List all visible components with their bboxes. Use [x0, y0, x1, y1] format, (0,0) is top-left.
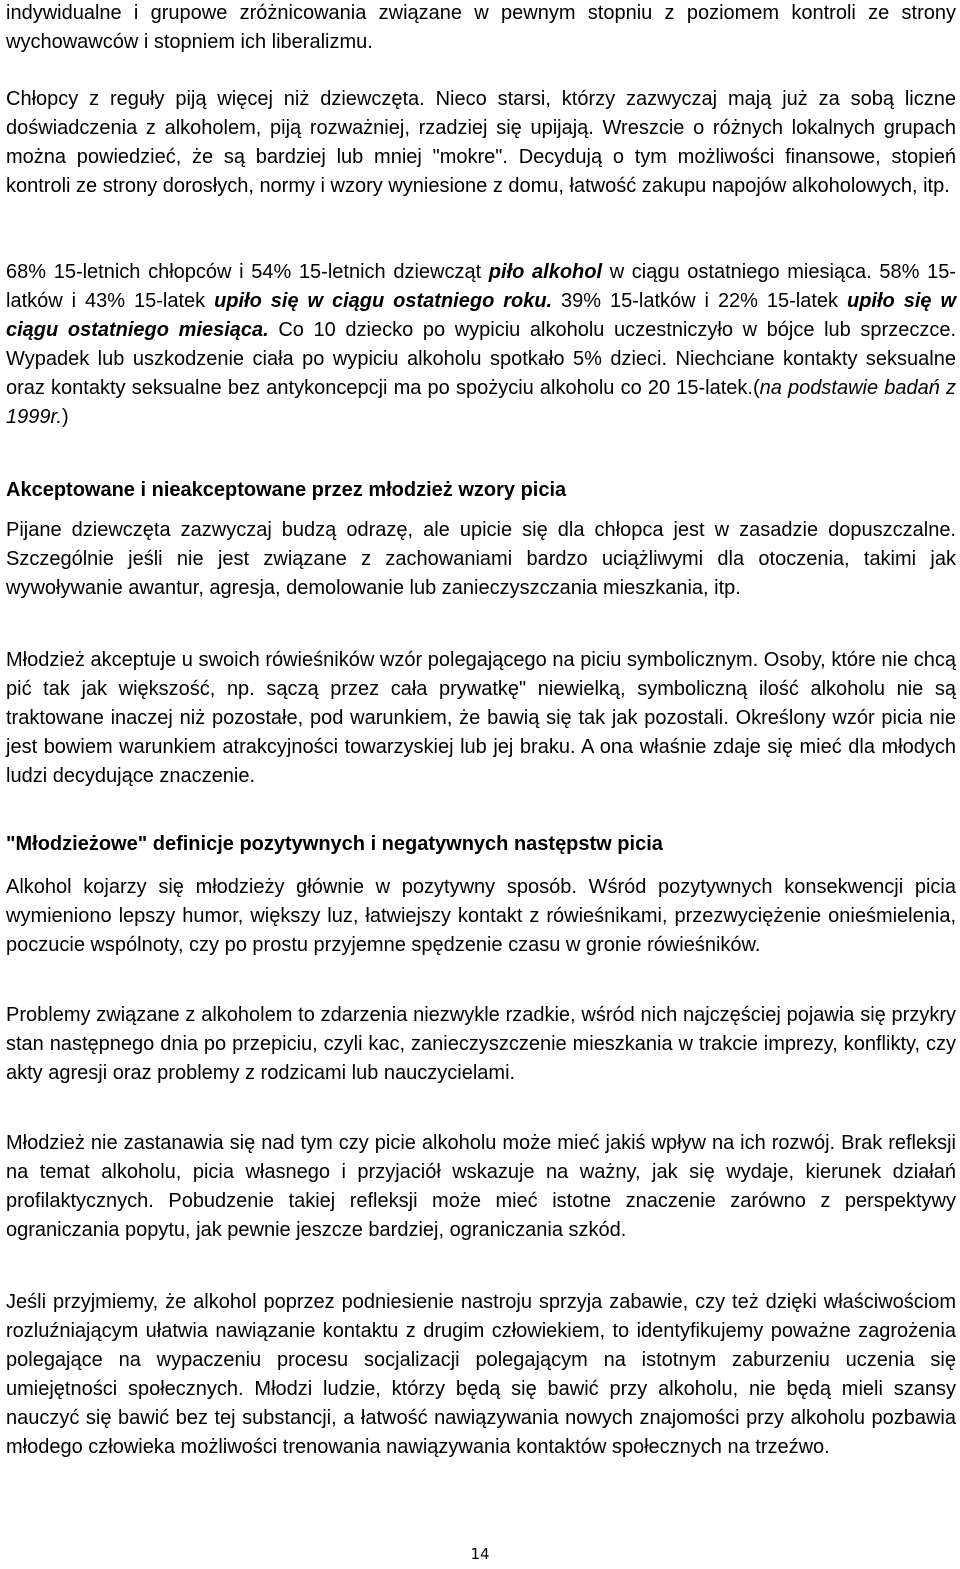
section-heading-consequences: "Młodzieżowe" definicje pozytywnych i negatywnych następstw picia — [6, 833, 663, 855]
paragraph-6: Alkohol kojarzy się młodzieży głównie w pozytywny sposób. Wśród pozytywnych konsekwencji picia wymieniono lepszy humor, większy luz, łatwiejszy kontakt z rówieśnikami, przezwyciężenie onieśmielenia, poczucie wspólnoty, czy po prostu przyjemne spędzenie czasu w gronie rówieśników. — [6, 876, 956, 956]
paragraph-2: Chłopcy z reguły piją więcej niż dziewczęta. Nieco starsi, którzy zazwyczaj mają już za sobą liczne doświadczenia z alkoholem, piją rozważniej, rzadziej się upijają. Wreszcie o różnych lokalnych grupach można powiedzieć, że są bardziej lub mniej "mokre". Decydują o tym możliwości finansowe, stopień kontroli ze strony dorosłych, normy i wzory wyniesione z domu, łatwość zakupu napojów alkoholowych, itp. — [6, 88, 956, 197]
p3-text-1: 68% 15-letnich chłopców i 54% 15-letnich dziewcząt — [6, 261, 489, 283]
paragraph-4: Pijane dziewczęta zazwyczaj budzą odrazę, ale upicie się dla chłopca jest w zasadzie dopuszczalne. Szczególnie jeśli nie jest związane z zachowaniami bardzo uciążliwymi dla otoczenia, takimi jak wywoływanie awantur, agresja, demolowanie lub zanieczyszczania mieszkania, itp. — [6, 519, 956, 599]
paragraph-1: indywidualne i grupowe zróżnicowania związane w pewnym stopniu z poziomem kontroli ze strony wychowawców i stopniem ich liberalizmu. — [6, 2, 956, 53]
paragraph-7: Problemy związane z alkoholem to zdarzenia niezwykle rzadkie, wśród nich najczęściej pojawia się przykry stan następnego dnia po przepiciu, czyli kac, zanieczyszczenie mieszkania w trakcie imprezy, konflikty, czy akty agresji oraz problemy z rodzicami lub nauczycielami. — [6, 1004, 956, 1084]
p3-emphasis-1: piło alkohol — [488, 261, 603, 283]
p3-source-note: na podstawie badań z 1999r. — [6, 377, 956, 428]
paragraph-8: Młodzież nie zastanawia się nad tym czy picie alkoholu może mieć jakiś wpływ na ich rozwój. Brak refleksji na temat alkoholu, picia własnego i przyjaciół wskazuje na ważny, jak się wydaje, kierunek działań profilaktycznych. Pobudzenie takiej refleksji może mieć istotne znaczenie zarówno z perspektywy ograniczania popytu, jak pewnie jeszcze bardziej, ograniczania szkód. — [6, 1132, 956, 1241]
p3-emphasis-2: upiło się w ciągu ostatniego roku. — [214, 290, 553, 312]
p3-text-4: Co 10 dziecko po wypiciu alkoholu uczestniczyło w bójce lub sprzeczce. Wypadek lub uszkodzenie ciała po wypiciu alkoholu spotkało 5% dzieci. Niechciane kontakty seksualne oraz kontakty seksualne bez antykoncepcji ma po spożyciu alkoholu co 20 15-latek.( — [6, 319, 957, 399]
paragraph-3 — [6, 258, 956, 432]
p3-text-3: 39% 15-latków i 22% 15-latek — [552, 290, 847, 312]
p3-text-2: w ciągu ostatniego miesiąca. 58% 15-latków i 43% 15-latek — [6, 261, 956, 312]
paragraph-9: Jeśli przyjmiemy, że alkohol poprzez podniesienie nastroju sprzyja zabawie, czy też dzięki właściwościom rozluźniającym ułatwia nawiązanie kontaktu z drugim człowiekiem, to identyfikujemy poważne zagrożenia polegające na wypaczeniu procesu socjalizacji polegającym na istotnym zaburzeniu uczenia się umiejętności społecznych. Młodzi ludzie, którzy będą się bawić przy alkoholu, nie będą mieli szansy nauczyć się bawić bez tej substancji, a łatwość nawiązywania nowych znajomości przy alkoholu pozbawia młodego człowieka możliwości trenowania nawiązywania kontaktów społecznych na trzeźwo. — [6, 1291, 956, 1458]
page-number: 14 — [470, 1545, 490, 1563]
paragraph-5: Młodzież akceptuje u swoich rówieśników wzór polegającego na piciu symbolicznym. Osoby, które nie chcą pić tak jak większość, np. sączą przez cała prywatkę" niewielką, symboliczną ilość alkoholu nie są traktowane inaczej niż pozostałe, pod warunkiem, że bawią się tak jak pozostali. Określony wzór picia nie jest bowiem warunkiem atrakcyjności towarzyskiej lub jej braku. A ona właśnie zdaje się mieć dla młodych ludzi decydujące znaczenie. — [6, 649, 956, 787]
p3-emphasis-3: upiło się w ciągu ostatniego miesiąca. — [6, 290, 956, 341]
p3-text-5: ) — [61, 406, 69, 428]
section-heading-drinking-patterns: Akceptowane i nieakceptowane przez młodzież wzory picia — [6, 479, 567, 501]
